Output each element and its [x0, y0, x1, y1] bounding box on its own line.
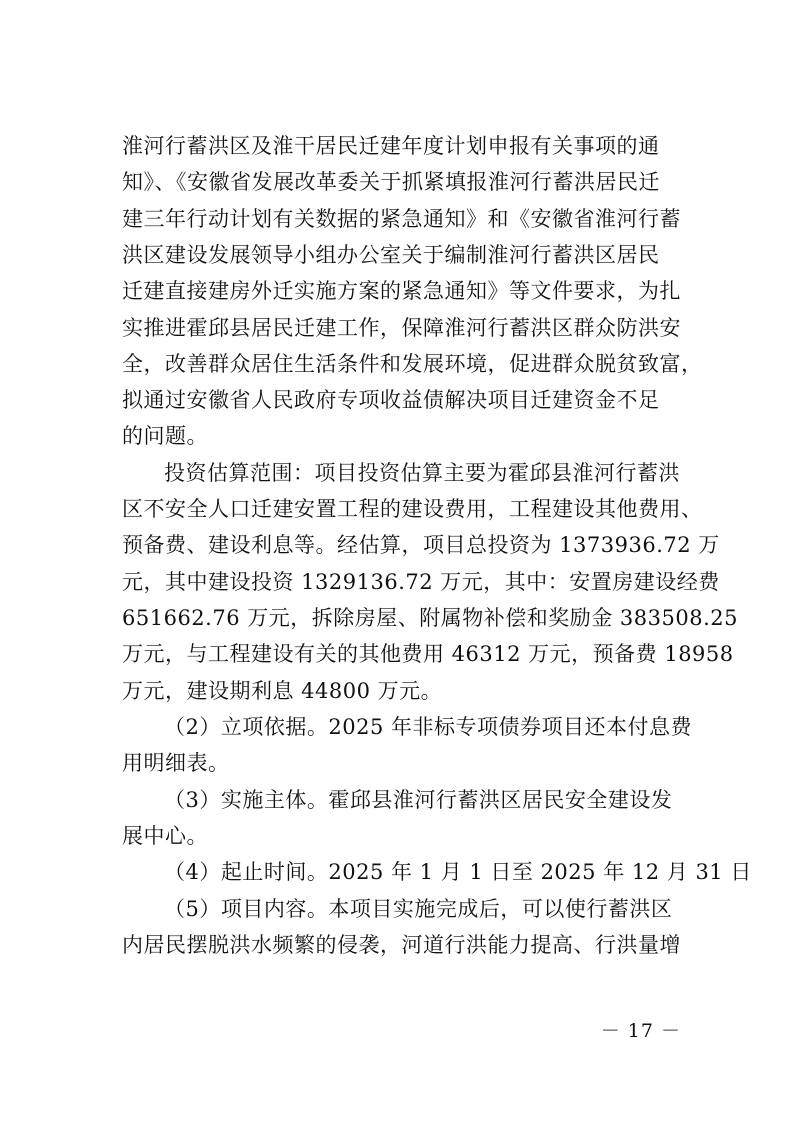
- paragraph-first-line: （4）起止时间。2025 年 1 月 1 日至 2025 年 12 月 31 日: [164, 860, 752, 884]
- body-text-line: 万元，建设期利息 44800 万元。: [122, 679, 443, 703]
- body-text-line: 知》、《安徽省发展改革委关于抓紧填报淮河行蓄洪居民迁: [122, 170, 660, 194]
- body-text-line: 拟通过安徽省人民政府专项收益债解决项目迁建资金不足: [122, 388, 660, 412]
- paragraph-first-line: 投资估算范围：项目投资估算主要为霍邱县淮河行蓄洪: [164, 461, 680, 485]
- body-text-line: 全，改善群众居住生活条件和发展环境，促进群众脱贫致富，: [122, 352, 703, 376]
- body-text-line: 区不安全人口迁建安置工程的建设费用，工程建设其他费用、: [122, 497, 703, 521]
- body-text-line: 内居民摆脱洪水频繁的侵袭，河道行洪能力提高、行洪量增: [122, 933, 681, 957]
- paragraph-first-line: （5）项目内容。本项目实施完成后，可以使行蓄洪区: [164, 897, 673, 921]
- body-text-line: 预备费、建设利息等。经估算，项目总投资为 1373936.72 万: [122, 533, 720, 557]
- body-text-line: 迁建直接建房外迁实施方案的紧急通知》等文件要求，为扎: [122, 279, 681, 303]
- page-number: － 17 －: [600, 1020, 681, 1042]
- body-text-line: 元，其中建设投资 1329136.72 万元，其中：安置房建设经费: [122, 570, 720, 594]
- body-text-line: 淮河行蓄洪区及淮干居民迁建年度计划申报有关事项的通: [122, 134, 660, 158]
- paragraph-first-line: （3）实施主体。霍邱县淮河行蓄洪区居民安全建设发: [164, 788, 673, 812]
- body-text-line: 洪区建设发展领导小组办公室关于编制淮河行蓄洪区居民: [122, 243, 660, 267]
- paragraph-first-line: （2）立项依据。2025 年非标专项债券项目还本付息费: [164, 715, 692, 739]
- body-text-line: 651662.76 万元，拆除房屋、附属物补偿和奖励金 383508.25: [122, 606, 738, 630]
- body-text-line: 用明细表。: [122, 751, 230, 775]
- body-text-line: 建三年行动计划有关数据的紧急通知》和《安徽省淮河行蓄: [122, 207, 681, 231]
- body-text-line: 实推进霍邱县居民迁建工作，保障淮河行蓄洪区群众防洪安: [122, 316, 681, 340]
- body-text-line: 展中心。: [122, 824, 208, 848]
- body-text-line: 万元，与工程建设有关的其他费用 46312 万元，预备费 18958: [122, 642, 734, 666]
- body-text-line: 的问题。: [122, 424, 208, 448]
